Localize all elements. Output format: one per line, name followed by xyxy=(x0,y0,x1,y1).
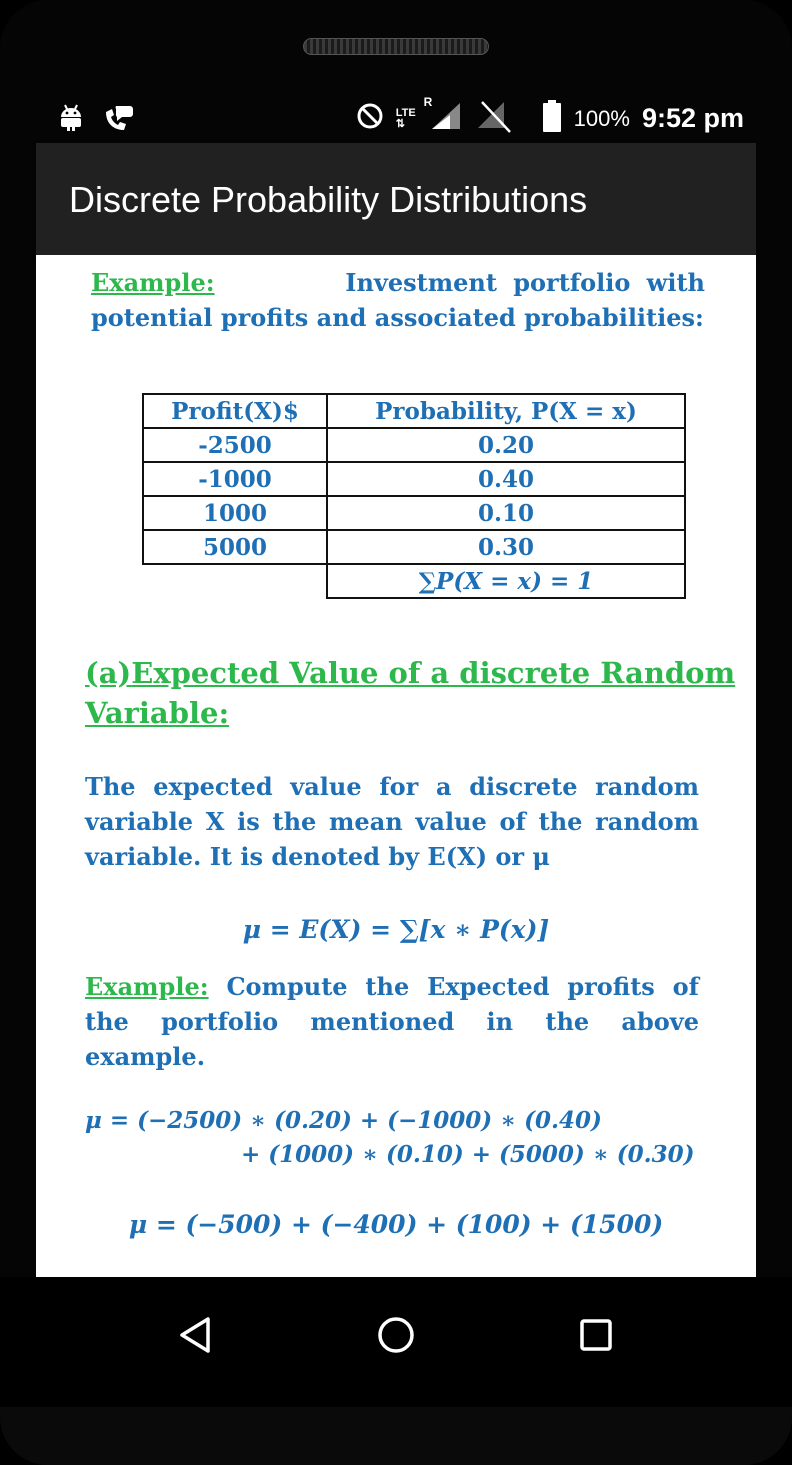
example-text: Investment portfolio with potential profits and associated probabilities: xyxy=(91,268,705,332)
example-label: Example: xyxy=(91,268,215,297)
calculation-line-3: μ = (−500) + (−400) + (100) + (1500) xyxy=(128,1210,664,1239)
table-header-profit: Profit(X)$ xyxy=(143,394,327,428)
home-icon xyxy=(376,1315,416,1355)
table-cell: 0.20 xyxy=(327,428,685,462)
speaker-grille xyxy=(303,38,489,55)
status-bar xyxy=(36,88,756,146)
page-title: Discrete Probability Distributions xyxy=(69,179,588,220)
missed-call-icon xyxy=(102,102,134,136)
table-cell: 0.30 xyxy=(327,530,685,564)
calculation-line-1: μ = (−2500) ∗ (0.20) + (−1000) ∗ (0.40) xyxy=(85,1107,602,1134)
table-row xyxy=(143,530,685,564)
table-row xyxy=(143,428,685,462)
navigation-bar xyxy=(0,1277,792,1407)
do-not-disturb-icon xyxy=(356,102,384,135)
bottom-bezel xyxy=(0,1407,792,1465)
table-cell: 5000 xyxy=(143,530,327,564)
table-row xyxy=(143,496,685,530)
table-cell: -2500 xyxy=(143,428,327,462)
table-cell: -1000 xyxy=(143,462,327,496)
example-label: Example: xyxy=(85,972,209,1001)
example-intro xyxy=(91,265,705,335)
table-header-probability: Probability, P(X = x) xyxy=(327,394,685,428)
table-cell: 0.10 xyxy=(327,496,685,530)
battery-percent: 100% xyxy=(573,105,630,131)
definition-text: The expected value for a discrete random variable X is the mean value of the random variable. It is denoted by E(X) or μ xyxy=(85,772,699,871)
app-bar xyxy=(36,143,756,255)
signal-icon: R xyxy=(428,101,462,136)
table-cell: 0.40 xyxy=(327,462,685,496)
battery-icon xyxy=(542,100,562,137)
calculation-line-2: + (1000) ∗ (0.10) + (5000) ∗ (0.30) xyxy=(241,1141,695,1168)
table-empty-cell xyxy=(143,564,327,598)
table-row xyxy=(143,462,685,496)
clock: 9:52 pm xyxy=(641,103,744,133)
section-heading xyxy=(85,653,756,733)
table-sum-cell: ∑P(X = x) = 1 xyxy=(327,564,685,598)
example-text: Compute the Expected profits of the portfolio mentioned in the above example. xyxy=(85,972,700,1071)
home-button[interactable] xyxy=(366,1305,426,1365)
table-sum-row xyxy=(143,564,685,598)
table-header-row xyxy=(143,394,685,428)
recents-button[interactable] xyxy=(566,1305,626,1365)
section-prefix: (a) xyxy=(85,656,132,690)
android-icon xyxy=(58,103,84,135)
recents-icon xyxy=(576,1315,616,1355)
lte-indicator: LTE ⇅ xyxy=(395,106,416,130)
back-icon xyxy=(176,1315,216,1355)
no-signal-icon xyxy=(474,98,514,139)
table-cell: 1000 xyxy=(143,496,327,530)
back-button[interactable] xyxy=(166,1305,226,1365)
content-page[interactable] xyxy=(36,255,756,1277)
section-title: Expected Value of a discrete Random Variable: xyxy=(85,656,736,730)
profit-table xyxy=(142,393,686,599)
expected-value-formula: μ = E(X) = ∑[x ∗ P(x)] xyxy=(242,915,550,944)
example-compute xyxy=(85,969,699,1074)
